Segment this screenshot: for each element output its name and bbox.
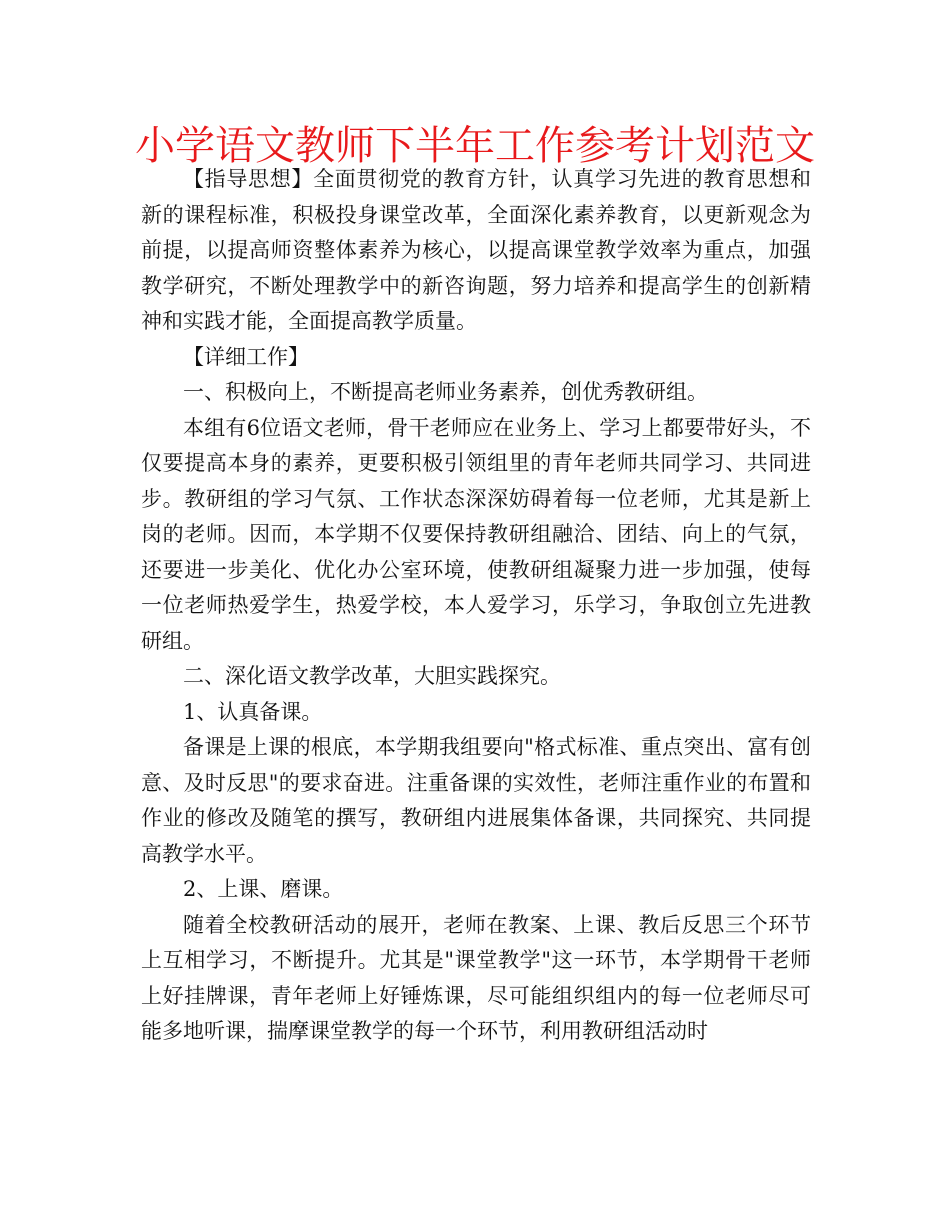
- document-body: [141, 162, 811, 1050]
- paragraph-teaching-body: 随着全校教研活动的展开，老师在教案、上课、教后反思三个环节上互相学习，不断提升。尤其是"课堂教学"这一环节，本学期骨干老师上好挂牌课，青年老师上好锤炼课，尽可能组织组内的每一位老师尽可能多地听课，揣摩课堂教学的每一个环节，利用教研组活动时: [141, 912, 811, 1043]
- paragraph-lesson-prep-heading: 1、认真备课。: [183, 699, 323, 724]
- paragraph-specific-work-heading: 【详细工作】: [183, 344, 309, 369]
- paragraph-lesson-prep-body: 备课是上课的根底，本学期我组要向"格式标准、重点突出、富有创意、及时反思"的要求奋进。注重备课的实效性，老师注重作业的布置和作业的修改及随笔的撰写，教研组内进展集体备课，共同探究、共同提高教学水平。: [141, 735, 811, 866]
- paragraph-section-two-heading: 二、深化语文教学改革，大胆实践探究。: [183, 664, 561, 688]
- paragraph-guiding-ideology: 【指导思想】全面贯彻党的教育方针，认真学习先进的教育思想和新的课程标准，积极投身课堂改革，全面深化素养教育，以更新观念为前提，以提高师资整体素养为核心，以提高课堂教学效率为重点，加强教学研究，不断处理教学中的新咨询题，努力培养和提高学生的创新精神和实践才能，全面提高教学质量。: [141, 167, 811, 333]
- paragraph-teaching-heading: 2、上课、磨课。: [183, 877, 344, 901]
- document-title: 小学语文教师下半年工作参考计划范文: [135, 123, 815, 169]
- paragraph-section-one-heading: 一、积极向上，不断提高老师业务素养，创优秀教研组。: [183, 380, 708, 404]
- paragraph-section-one-body: 本组有6位语文老师，骨干老师应在业务上、学习上都要带好头，不仅要提高本身的素养，更要积极引领组里的青年老师共同学习、共同进步。教研组的学习气氛、工作状态深深妨碍着每一位老师，尤其是新上岗的老师。因而，本学期不仅要保持教研组融洽、团结、向上的气氛，还要进一步美化、优化办公室环境，使教研组凝聚力进一步加强，使每一位老师热爱学生，热爱学校，本人爱学习，乐学习，争取创立先进教研组。: [141, 415, 811, 653]
